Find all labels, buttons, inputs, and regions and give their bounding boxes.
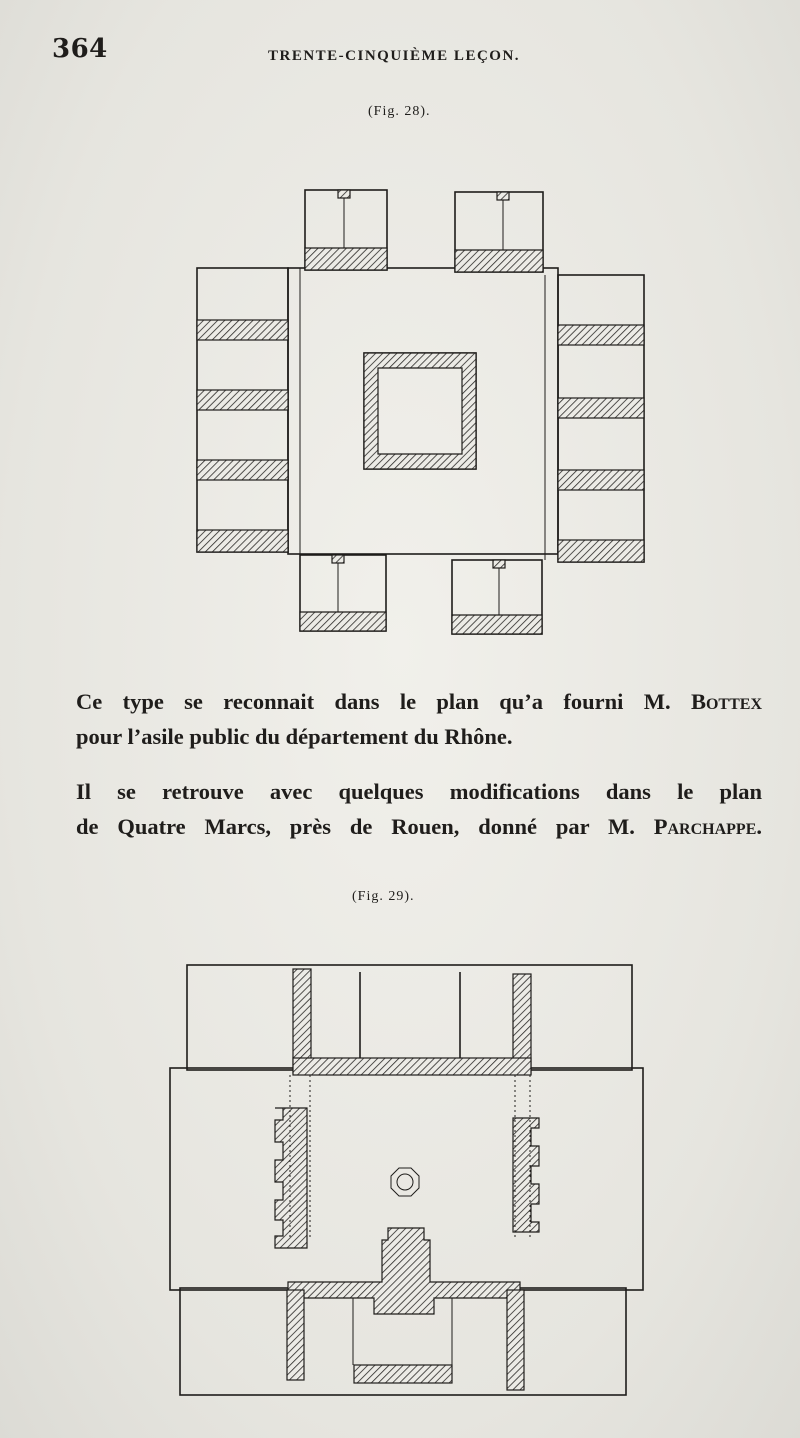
lower-center-wall [354, 1365, 452, 1383]
paragraph-2-line-1: Il se retrouve avec quelques modifications dans le plan [76, 779, 762, 804]
lower-right-wall [507, 1290, 524, 1390]
central-stair-block [288, 1228, 520, 1314]
upper-cross-wall [293, 1058, 531, 1075]
lower-left-wall [287, 1290, 304, 1380]
paragraph-1-line-1: Ce type se reconnait dans le plan qu’a fourni M. [76, 689, 671, 714]
left-staircase-wall [275, 1108, 307, 1248]
author-name-parchappe: Parchappe. [653, 814, 763, 839]
running-title: TRENTE-CINQUIÈME LEÇON. [268, 48, 521, 64]
paragraph-1-line-2: pour l’asile public du département du Rhône. [76, 724, 513, 749]
right-staircase-wall [513, 1118, 539, 1232]
author-name-bottex: Bottex [690, 689, 763, 714]
page-number: 364 [52, 34, 108, 64]
paragraph-2-line-2: de Quatre Marcs, près de Rouen, donné par M. [76, 814, 635, 839]
upper-building [187, 965, 632, 1070]
octagonal-font [391, 1168, 419, 1196]
figure-28-caption: (Fig. 28). [368, 104, 431, 119]
figure-29-caption: (Fig. 29). [352, 889, 415, 904]
